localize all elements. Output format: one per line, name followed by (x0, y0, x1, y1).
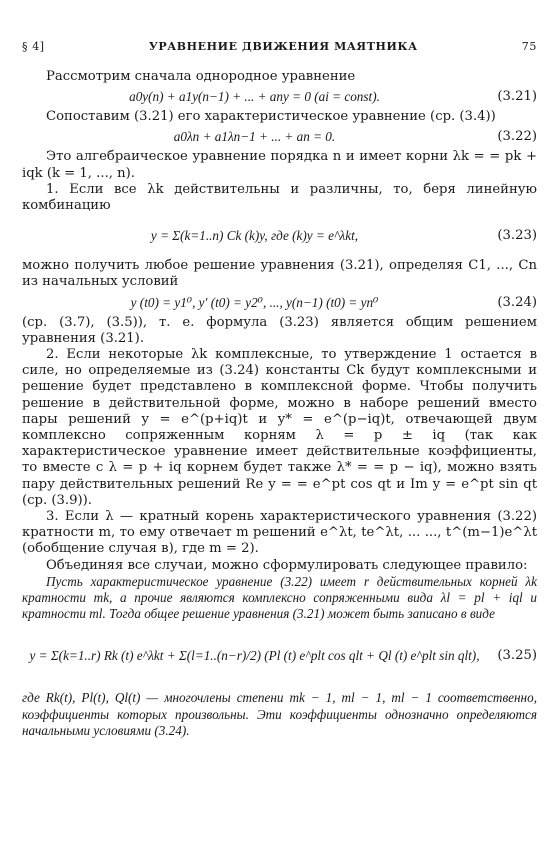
equation-3-22 (22, 128, 537, 146)
paragraph-intro: Рассмотрим сначала однородное уравнение (46, 69, 356, 84)
paragraph-case-1: 1. Если все λk действительны и различны, то, беря линейную комбинацию (22, 181, 537, 214)
paragraph-combining: Объединяя все случаи, можно сформулировать следующее правило: (46, 557, 528, 573)
paragraph-polynomials: где Rk(t), Pl(t), Ql(t) — многочлены степени mk − 1, ml − 1, ml − 1 соответственно, коэффициенты которых произвольны. Эти коэффициенты однозначно определяются начальными условиями (3.24). (22, 690, 537, 738)
equation-3-23-body: y = Σ(k=1..n) Ck (k)y, где (k)y = e^λkt, (150, 228, 359, 244)
page-number: 75 (521, 40, 537, 53)
paragraph-roots: Это алгебраическое уравнение порядка n и имеет корни λk = = pk + iqk (k = 1, ..., n). (22, 149, 537, 181)
section-label: § 4] (22, 40, 45, 53)
equation-3-24-number: (3.24) (497, 294, 537, 310)
equation-3-25-number: (3.25) (497, 648, 537, 664)
paragraph-initial-conditions: можно получить любое решение уравнения (3.21), определяя C1, ..., Cn из начальных условий (22, 258, 537, 290)
equation-3-21-number: (3.21) (497, 89, 537, 105)
equation-3-23-number: (3.23) (497, 228, 537, 244)
equation-3-23 (22, 217, 537, 255)
paragraph-case-2: 2. Если некоторые λk комплексные, то утверждение 1 остается в силе, но определяемые из (3.24) константы Ck будут комплексными и решение будет представлено в комплексной форме. Чтобы получить решение в действительной форме, можно в наборе решений вместо пары решений y = e^(p+iq)t и y* = e^(p−iq)t, отвечающей двум комплексно сопряженным корням λ = p ± iq (так как характеристическое уравнение имеет действительные коэффициенты, то вместе с λ = p + iq корнем будет также λ* = = p − iq), можно взять пару действительных решений Re y = = e^pt cos qt и Im y = e^pt sin qt (ср. (3.9)). (22, 347, 537, 508)
paragraph-characteristic: Сопоставим (3.21) его характеристическое уравнение (ср. (3.4)) (46, 109, 496, 125)
paragraph-case-3: 3. Если λ — кратный корень характеристического уравнения (3.22) кратности m, то ему отвечает m решений e^λt, te^λt, ... ..., t^(m−1)e^λt (обобщение случая в), где m = 2). (22, 509, 537, 557)
equation-3-25 (22, 625, 537, 687)
equation-3-21-body: a0y(n) + a1y(n−1) + ... + any = 0 (ai = const). (129, 89, 380, 105)
equation-3-21 (22, 88, 537, 106)
running-title: УРАВНЕНИЕ ДВИЖЕНИЯ МАЯТНИКА (148, 40, 418, 53)
equation-3-25-body: y = Σ(k=1..r) Rk (t) e^λkt + Σ(l=1..(n−r)/2) (Pl (t) e^plt cos qlt + Ql (t) e^plt sin qlt), (29, 648, 480, 664)
paragraph-general-solution: (ср. (3.7), (3.5)), т. е. формула (3.23) является общим решением уравнения (3.21). (22, 314, 537, 346)
paragraph-rule: Пусть характеристическое уравнение (3.22) имеет r действительных корней λk кратности mk, а прочие являются комплексно сопряженными вида λl = pl + iql и кратности ml. Тогда общее решение уравнения (3.21) может быть записано в виде (22, 573, 537, 622)
equation-3-24 (22, 294, 537, 312)
equation-3-22-number: (3.22) (497, 129, 537, 145)
equation-3-24-body: y (t0) = y1⁰, y′ (t0) = y2⁰, ..., y(n−1) (t0) = yn⁰ (130, 294, 379, 310)
page-header (22, 40, 537, 53)
equation-3-22-body: a0λn + a1λn−1 + ... + an = 0. (173, 129, 336, 145)
